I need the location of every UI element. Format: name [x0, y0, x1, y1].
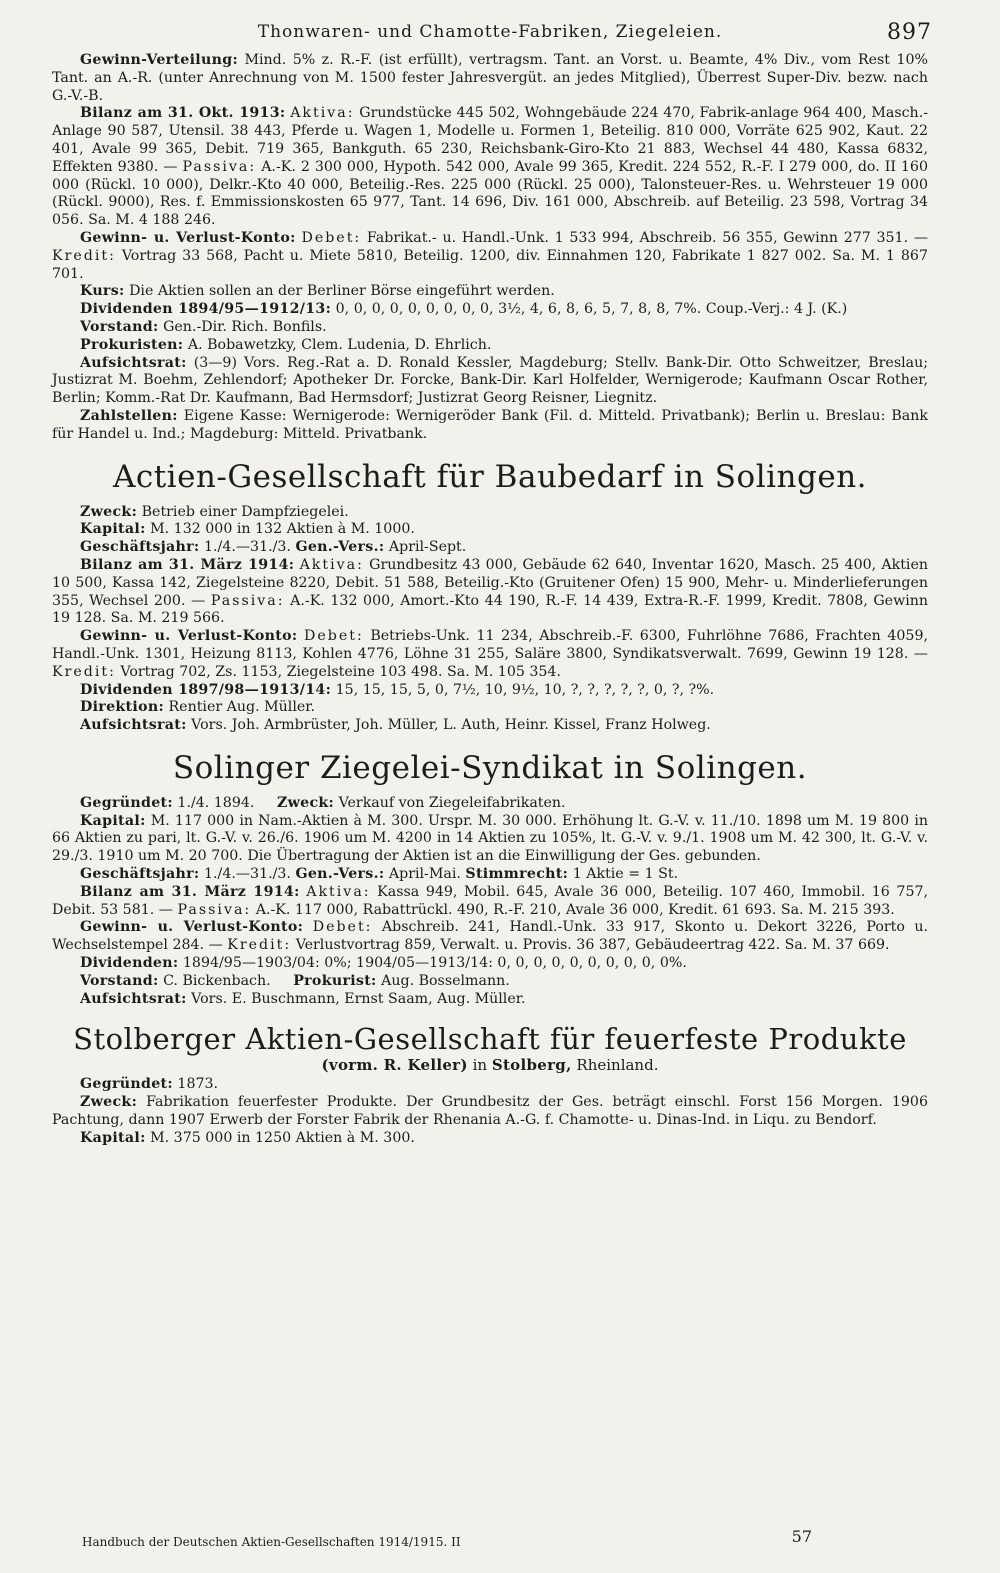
zweck: Zweck: Betrieb einer Dampfziegelei. [80, 503, 349, 520]
bilanz: Bilanz am 31. März 1914: Aktiva: Grundbesitz 43 000, Gebäude 62 640, Inventar 1620, Masch. 25 400, Aktien 10 500, Kassa 142, Ziegelsteine 8220, Debit. 51 588, Beteilig.-Kto (Gruitener Ofen) 15 900, Mehr- u. Minderlieferungen 355, Wechsel 200. — Passiva: A.-K. 132 000, Amort.-Kto 44 190, R.-F. 14 439, Extra-R.-F. 1999, Kredit. 7808, Gewinn 19 128. Sa. M. 219 566. [52, 556, 929, 627]
kurs: Kurs: Die Aktien sollen an der Berliner Börse eingeführt werden. [80, 283, 555, 300]
dividenden: Dividenden 1894/95—1912/13: 0, 0, 0, 0, 0, 0, 0, 0, 0, 3½, 4, 6, 8, 6, 5, 7, 8, 8, 7%. Coup.-Verj.: 4 J. (K.) [80, 301, 848, 318]
company-title-syndikat: Solinger Ziegelei-Syndikat in Solingen. [172, 749, 808, 786]
dividenden: Dividenden 1897/98—1913/14: 15, 15, 15, 5, 0, 7½, 10, 9½, 10, ?, ?, ?, ?, ?, 0, ?, ?%. [80, 681, 715, 698]
entry-baubedarf [52, 504, 928, 735]
kapital: Kapital: M. 375 000 in 1250 Aktien à M. 300. [80, 1129, 415, 1146]
dividenden: Dividenden: 1894/95—1903/04: 0%; 1904/05—1913/14: 0, 0, 0, 0, 0, 0, 0, 0, 0, 0%. [80, 955, 687, 972]
kapital: Kapital: M. 132 000 in 132 Aktien à M. 1000. [80, 521, 415, 538]
entry-syndikat [52, 795, 928, 1009]
gewinn-verlust-konto: Gewinn- u. Verlust-Konto: Debet: Betriebs-Unk. 11 234, Abschreib.-F. 6300, Fuhrlöhne 7686, Frachten 4059, Handl.-Unk. 1301, Heizung 8113, Kohlen 4776, Löhne 31 255, Saläre 3800, Syndikatsverwalt. 7699, Gewinn 19 128. — Kredit: Vortrag 702, Zs. 1153, Ziegelsteine 103 498. Sa. M. 105 354. [52, 628, 928, 680]
footer-text: Handbuch der Deutschen Aktien-Gesellschaften 1914/1915. II [82, 1535, 461, 1549]
zahlstellen: Zahlstellen: Eigene Kasse: Wernigerode: Wernigeröder Bank (Fil. d. Mitteld. Privatbank); Berlin u. Breslau: Bank für Handel u. Ind.; Magdeburg: Mitteld. Privatbank. [52, 407, 928, 442]
gewinn-verlust-konto: Gewinn- u. Verlust-Konto: Debet: Abschreib. 241, Handl.-Unk. 33 917, Skonto u. Dekort 3226, Porto u. Wechselstempel 284. — Kredit: Verlustvortrag 859, Verwalt. u. Provis. 36 387, Gebäudeertrag 422. Sa. M. 37 669. [52, 919, 929, 954]
signature-mark: 57 [791, 1527, 812, 1546]
page-number: 897 [887, 20, 932, 45]
gewinn-verlust-konto: Gewinn- u. Verlust-Konto: Debet: Fabrikat.- u. Handl.-Unk. 1 533 994, Abschreib. 56 355, Gewinn 277 351. — Kredit: Vortrag 33 568, Pacht u. Miete 5810, Beteilig. 1200, div. Einnahmen 120, Fabrikate 1 827 002. Sa. M. 1 867 701. [52, 229, 929, 282]
running-title: Thonwaren- und Chamotte-Fabriken, Ziegeleien. [257, 22, 723, 42]
gegruendet-zweck: Gegründet: 1./4. 1894. Zweck: Verkauf von Ziegeleifabrikaten. [80, 794, 566, 811]
aufsichtsrat: Aufsichtsrat: Vors. Joh. Armbrüster, Joh. Müller, L. Auth, Heinr. Kissel, Franz Holweg. [80, 717, 711, 734]
vorstand: Vorstand: Gen.-Dir. Rich. Bonfils. [80, 318, 327, 335]
bilanz: Bilanz am 31. Okt. 1913: Aktiva: Grundstücke 445 502, Wohngebäude 224 470, Fabrik-anlage 964 400, Masch.-Anlage 90 587, Utensil. 38 443, Pferde u. Wagen 1, Modelle u. Formen 1, Beteilig. 810 000, Vorräte 625 902, Kaut. 22 401, Avale 99 365, Debit. 719 365, Bankguth. 65 230, Reichsbank-Giro-Kto 21 883, Wechsel 44 480, Kassa 6832, Effekten 9380. — Passiva: A.-K. 2 300 000, Hypoth. 542 000, Avale 99 365, Kredit. 224 552, R.-F. I 279 000, do. II 160 000 (Rückl. 10 000), Delkr.-Kto 40 000, Beteilig.-Res. 225 000 (Rückl. 25 000), Talonsteuer-Res. u. Wehrsteuer 19 000 (Rückl. 9000), Res. f. Emmissionskosten 65 977, Tant. 14 696, Div. 161 000, Abschreib. auf Beteilig. 23 598, Vortrag 34 056. Sa. M. 4 188 246. [52, 105, 928, 229]
gegruendet: Gegründet: 1873. [80, 1076, 219, 1093]
geschaeftsjahr: Geschäftsjahr: 1./4.—31./3. Gen.-Vers.: April-Sept. [80, 539, 467, 556]
direktion: Direktion: Rentier Aug. Müller. [80, 699, 315, 716]
company-subtitle: (vorm. R. Keller) in Stolberg, Rheinland. [321, 1056, 659, 1075]
company-title-stolberger: Stolberger Aktien-Gesellschaft für feuerfeste Produkte [73, 1022, 907, 1057]
aufsichtsrat: Aufsichtsrat: (3—9) Vors. Reg.-Rat a. D. Ronald Kessler, Magdeburg; Stellv. Bank-Dir. Otto Schweitzer, Breslau; Justizrat M. Boehm, Zehlendorf; Apotheker Dr. Forcke, Bank-Dir. Karl Holfelder, Wernigerode; Kaufmann Oscar Rother, Berlin; Komm.-Rat Dr. Kaufmann, Bad Hermsdorf; Justizrat Georg Reisner, Liegnitz. [52, 354, 929, 407]
entry-stolberger [52, 1076, 928, 1147]
gewinn-verteilung: Gewinn-Verteilung: Mind. 5% z. R.-F. (ist erfüllt), vertragsm. Tant. an Vorst. u. Beamte, 4% Div., vom Rest 10% Tant. an A.-R. (unter Anrechnung von M. 1500 fester Jahresvergüt. an jedes Mitglied), Überrest Super-Div. bezw. nach G.-V.-B. [52, 52, 929, 104]
geschaeftsjahr: Geschäftsjahr: 1./4.—31./3. Gen.-Vers.: April-Mai. Stimmrecht: 1 Aktie = 1 St. [80, 866, 679, 883]
vorstand: Vorstand: C. Bickenbach. Prokurist: Aug. Bosselmann. [80, 972, 510, 989]
zweck: Zweck: Fabrikation feuerfester Produkte. Der Grundbesitz der Ges. beträgt einschl. Forst 156 Morgen. 1906 Pachtung, dann 1907 Erwerb der Forster Fabrik der Rhenania A.-G. f. Chamotte- u. Dinas-Ind. in Liqu. zu Bendorf. [52, 1094, 928, 1129]
page-header [52, 20, 932, 52]
entry-continued [52, 52, 928, 444]
company-title-baubedarf: Actien-Gesellschaft für Baubedarf in Solingen. [112, 458, 868, 495]
aufsichtsrat: Aufsichtsrat: Vors. E. Buschmann, Ernst Saam, Aug. Müller. [80, 990, 526, 1007]
bilanz: Bilanz am 31. März 1914: Aktiva: Kassa 949, Mobil. 645, Avale 36 000, Beteilig. 107 460, Immobil. 16 757, Debit. 53 581. — Passiva: A.-K. 117 000, Rabattrückl. 490, R.-F. 210, Avale 36 000, Kredit. 61 693. Sa. M. 215 393. [52, 883, 929, 918]
page-footer [82, 1527, 812, 1549]
prokuristen: Prokuristen: A. Bobawetzky, Clem. Ludenia, D. Ehrlich. [80, 336, 492, 353]
kapital: Kapital: M. 117 000 in Nam.-Aktien à M. 300. Urspr. M. 30 000. Erhöhung lt. G.-V. v. 11./10. 1898 um M. 19 800 in 66 Aktien zu pari, lt. G.-V. v. 26./6. 1906 um M. 4200 in 14 Aktien zu 105%, lt. G.-V. v. 9./1. 1908 um M. 42 300, lt. G.-V. v. 29./3. 1910 um M. 20 700. Die Übertragung der Aktien ist an die Einwilligung der Ges. gebunden. [52, 812, 928, 865]
